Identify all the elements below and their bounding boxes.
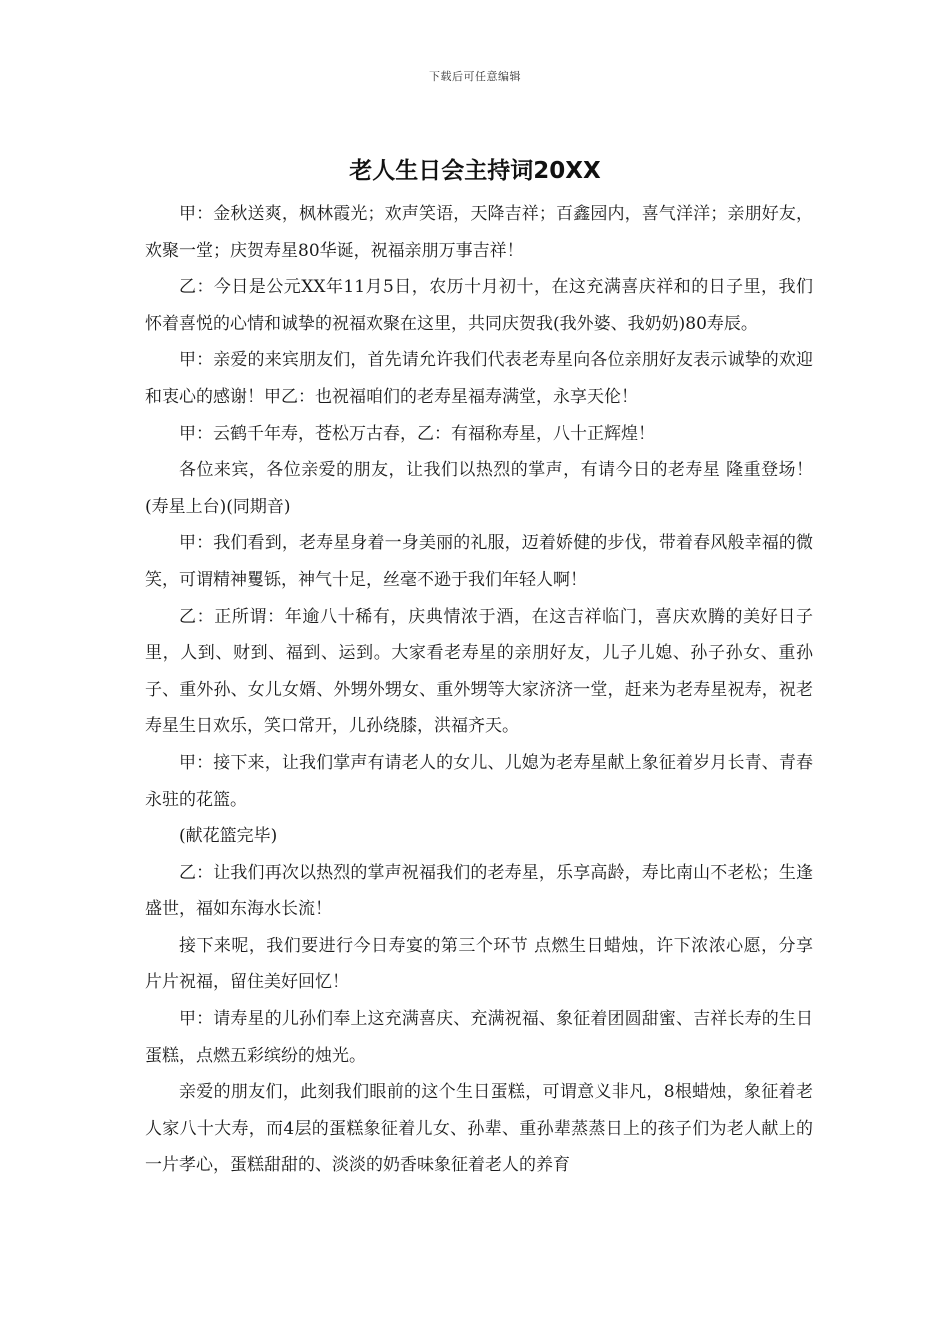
paragraph: 亲爱的朋友们，此刻我们眼前的这个生日蛋糕，可谓意义非凡，8根蜡烛，象征着老人家八十大寿，而4层的蛋糕象征着儿女、孙辈、重孙辈蒸蒸日上的孩子们为老人献上的一片孝心，蛋糕甜甜的、淡淡的奶香味象征着老人的养育 [145,1082,813,1176]
document-title: 老人生日会主持词20XX [349,158,601,184]
paragraph: (献花篮完毕) [179,826,278,847]
paragraph: 甲：云鹤千年寿，苍松万古春，乙：有福称寿星，八十正辉煌！ [179,423,655,444]
paragraph: 乙：正所谓：年逾八十稀有，庆典情浓于酒，在这吉祥临门，喜庆欢腾的美好日子里，人到、财到、福到、运到。大家看老寿星的亲朋好友，儿子儿媳、孙子孙女、重孙子、重外孙、女儿女婿、外甥外甥女、重外甥等大家济济一堂，赶来为老寿星祝寿，祝老寿星生日欢乐，笑口常开，儿孙绕膝，洪福齐天。 [145,606,813,737]
paragraph: 甲：请寿星的儿孙们奉上这充满喜庆、充满祝福、象征着团圆甜蜜、吉祥长寿的生日蛋糕，点燃五彩缤纷的烛光。 [145,1009,813,1066]
paragraph: 接下来呢，我们要进行今日寿宴的第三个环节 点燃生日蜡烛，许下浓浓心愿，分享片片祝福，留住美好回忆！ [145,935,813,993]
document-body [145,196,813,1184]
paragraph: 乙：今日是公元XX年11月5日，农历十月初十，在这充满喜庆祥和的日子里，我们怀着喜悦的心情和诚挚的祝福欢聚在这里，共同庆贺我(我外婆、我奶奶)80寿辰。 [145,277,813,334]
paragraph: 甲：金秋送爽，枫林霞光；欢声笑语，天降吉祥；百鑫园内，喜气洋洋；亲朋好友，欢聚一堂；庆贺寿星80华诞，祝福亲朋万事吉祥！ [145,204,813,261]
paragraph: 各位来宾，各位亲爱的朋友，让我们以热烈的掌声，有请今日的老寿星 隆重登场！(寿星上台)(同期音) [145,460,813,517]
page-header-note: 下载后可任意编辑 [429,70,521,83]
paragraph: 乙：让我们再次以热烈的掌声祝福我们的老寿星，乐享高龄，寿比南山不老松；生逢盛世，福如东海水长流！ [145,862,813,920]
paragraph: 甲：亲爱的来宾朋友们，首先请允许我们代表老寿星向各位亲朋好友表示诚挚的欢迎和衷心的感谢！甲乙：也祝福咱们的老寿星福寿满堂，永享天伦！ [145,350,813,407]
paragraph: 甲：我们看到，老寿星身着一身美丽的礼服，迈着娇健的步伐，带着春风般幸福的微笑，可谓精神矍铄，神气十足，丝毫不逊于我们年轻人啊！ [145,533,813,590]
paragraph: 甲：接下来，让我们掌声有请老人的女儿、儿媳为老寿星献上象征着岁月长青、青春永驻的花篮。 [145,752,813,810]
